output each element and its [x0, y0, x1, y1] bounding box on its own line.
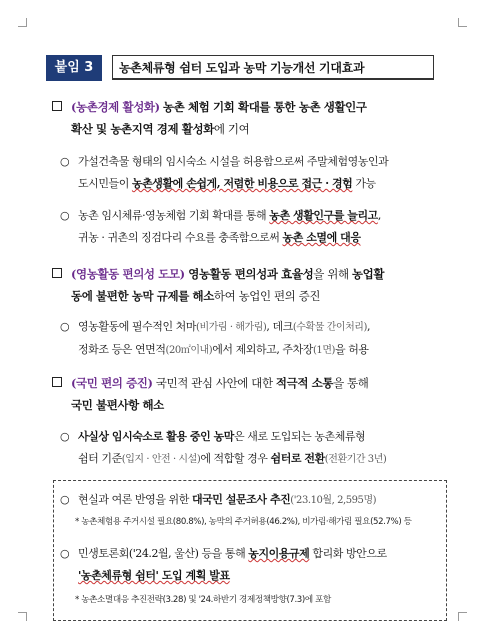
item-emphasis: 농지이용규제: [248, 547, 310, 560]
list-item: [60, 426, 452, 471]
item-text: 도시민들이: [78, 177, 132, 190]
section-heading-tail: 을 통해: [333, 376, 369, 390]
circle-bullet-icon: ○: [60, 493, 70, 506]
item-note: (20㎡이내): [165, 345, 213, 356]
item-emphasis: 농촌 생활인구를 늘리고: [269, 209, 378, 222]
item-text: , 데크: [266, 320, 293, 333]
corner-mark-bottom-right: [458, 612, 467, 621]
item-emphasis: '농촌체류형 쉼터' 도입 계획 발표: [78, 569, 230, 582]
square-bullet-icon: [52, 377, 62, 387]
item-note: (입지 · 안전 · 시설): [121, 454, 201, 465]
circle-bullet-icon: ○: [60, 320, 70, 333]
item-text: 에서 제외하고, 주차장: [212, 343, 313, 356]
item-note: (비가림 · 해가림): [196, 322, 267, 333]
item-emphasis: 사실상 임시숙소로 활용 중인 농막: [78, 430, 234, 443]
item-text: 정화조 등은 연면적: [78, 343, 166, 356]
section-heading: 적극적 소통: [275, 376, 334, 390]
item-note: (1면): [312, 345, 335, 356]
section-tag: (국민 편의 증진): [71, 376, 153, 390]
section-heading-tail: 을 위해: [313, 267, 352, 281]
section-heading-tail: 국민적 관심 사안에 대한: [152, 376, 276, 390]
corner-mark-bottom-left: [18, 612, 27, 621]
item-text: 귀농 · 귀촌의 징검다리 수요를 충족함으로써: [78, 231, 283, 244]
item-note: ('23.10월, 2,595명): [290, 495, 377, 506]
item-text: 가설건축물 형태의 임시숙소 시설을 허용함으로써 주말체험영농인과: [78, 155, 389, 168]
item-text: ,: [377, 209, 381, 222]
item-emphasis: 쉼터로 전환: [270, 452, 325, 465]
list-item: [60, 543, 452, 587]
circle-bullet-icon: ○: [60, 547, 70, 560]
section-farming-convenience: [52, 263, 452, 307]
section-heading: 영농활동 편의성과 효율성: [184, 267, 314, 281]
item-text: 영농활동에 필수적인 처마: [78, 320, 197, 333]
item-text: 을 허용: [334, 343, 369, 356]
list-item: [60, 316, 452, 362]
item-emphasis: 농촌 소멸에 대응: [282, 231, 361, 244]
item-text: 은 새로 도입되는 농촌체류형: [233, 430, 366, 443]
item-text: 가능: [352, 177, 376, 190]
section-heading-cont: 확산 및 농촌지역 경제 활성화: [71, 122, 214, 136]
item-emphasis: 농촌생활에 손쉽게, 저렴한 비용으로 접근 · 경험: [131, 177, 353, 190]
list-item: [60, 151, 452, 195]
circle-bullet-icon: ○: [60, 430, 70, 443]
document-header: [46, 55, 438, 83]
item-text: 에 적합할 경우: [200, 452, 271, 465]
item-text: 농촌 임시체류·영농체험 기회 확대를 통해: [78, 209, 270, 222]
item-note: (수확물 간이처리): [292, 322, 367, 333]
section-heading: 농업활: [351, 267, 385, 281]
section-tag: (영농활동 편의성 도모): [71, 267, 185, 281]
section-heading-cont: 동에 불편한 농막 규제를 해소: [71, 289, 214, 303]
square-bullet-icon: [52, 268, 62, 278]
section-heading: 농촌 체험 기회 확대를 통한 농촌 생활인구: [162, 100, 367, 114]
item-emphasis: 대국민 설문조사 추진: [191, 493, 291, 506]
section-heading-tail: 하여 농업인 편의 증진: [213, 289, 321, 303]
appendix-badge: 붙임 3: [46, 55, 102, 81]
section-heading-cont: 국민 불편사항 해소: [71, 398, 164, 412]
item-text: 쉼터 기준: [78, 452, 122, 465]
item-text: 민생토론회('24.2월, 울산) 등을 통해: [78, 547, 249, 560]
item-text: 현실과 여론 반영을 위한: [78, 493, 192, 506]
footnote: * 농촌체험용 주거시설 필요(80.8%), 농막의 주거허용(46.2%), 비가림·해가림 필요(52.7%) 등: [75, 517, 412, 527]
footnote: * 농촌소멸대응 추진전략(3.28) 및 '24.하반기 경제정책방향(7.3)에 포함: [75, 595, 331, 605]
item-note: (전환기간 3년): [324, 454, 387, 465]
circle-bullet-icon: ○: [60, 209, 70, 222]
square-bullet-icon: [52, 101, 62, 111]
page-title: 농촌체류형 쉼터 도입과 농막 기능개선 기대효과: [112, 55, 434, 80]
section-economy: [52, 96, 452, 140]
circle-bullet-icon: ○: [60, 155, 70, 168]
section-heading-tail: 에 기여: [213, 122, 250, 136]
item-text: 합리화 방안으로: [309, 547, 387, 560]
list-item: [60, 205, 452, 249]
section-public-convenience: [52, 372, 452, 416]
corner-mark-top-right: [458, 18, 467, 27]
corner-mark-top-left: [18, 18, 27, 27]
section-tag: (농촌경제 활성화): [71, 100, 160, 114]
item-text: ,: [366, 320, 370, 333]
list-item: [60, 489, 452, 512]
